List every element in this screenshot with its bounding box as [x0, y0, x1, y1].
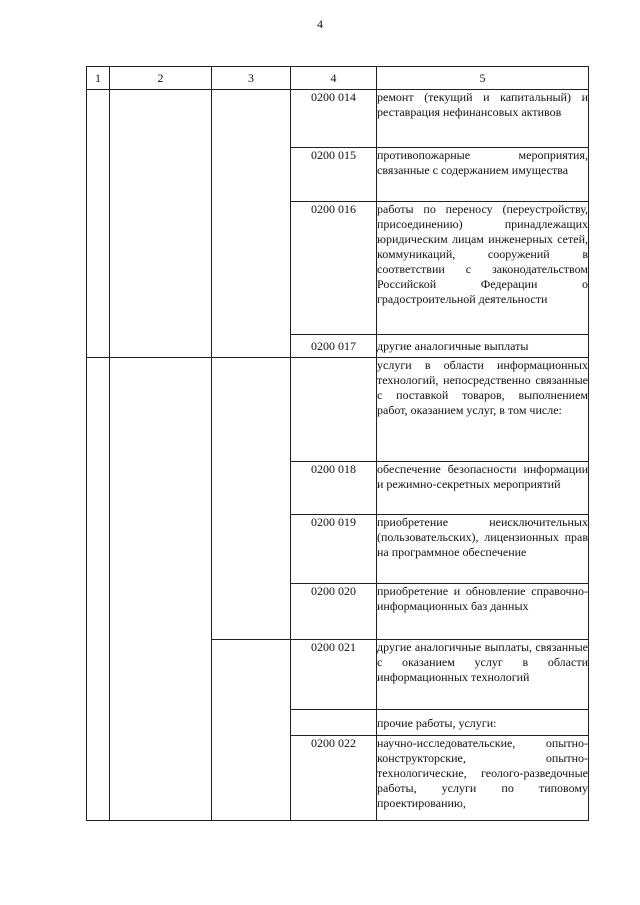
table-row	[87, 90, 589, 148]
row-description: прочие работы, услуги:	[377, 710, 589, 736]
table-row	[87, 358, 589, 462]
header-col-1: 1	[87, 67, 110, 90]
row-description: приобретение неисключительных (пользовательских), лицензионных прав на программное обеспечение	[377, 515, 589, 584]
cell-col-1	[87, 90, 110, 358]
header-col-5: 5	[377, 67, 589, 90]
row-description: услуги в области информационных технологий, непосредственно связанные с поставкой товаров, выполнением работ, оказанием услуг, в том числе:	[377, 358, 589, 462]
row-code: 0200 018	[291, 462, 377, 515]
row-description: другие аналогичные выплаты	[377, 335, 589, 358]
header-col-2: 2	[110, 67, 212, 90]
row-code: 0200 021	[291, 640, 377, 710]
cell-col-3	[212, 358, 291, 640]
row-code: 0200 020	[291, 584, 377, 640]
table-header-row	[87, 67, 589, 90]
row-description: работы по переносу (переустройству, присоединению) принадлежащих юридическим лицам инженерных сетей, коммуникаций, сооружений в соответствии с законодательством Российской Федерации о градостроительной деятельности	[377, 202, 589, 335]
row-code: 0200 015	[291, 148, 377, 202]
budget-classification-table	[86, 66, 589, 821]
cell-col-2	[110, 358, 212, 821]
row-description: научно-исследовательские, опытно-конструкторские, опытно-технологические, геолого-разведочные работы, услуги по типовому проектированию,	[377, 736, 589, 821]
cell-col-2	[110, 90, 212, 358]
row-description: противопожарные мероприятия, связанные с содержанием имущества	[377, 148, 589, 202]
row-description: приобретение и обновление справочно-информационных баз данных	[377, 584, 589, 640]
cell-col-3	[212, 640, 291, 821]
row-description: ремонт (текущий и капитальный) и реставрация нефинансовых активов	[377, 90, 589, 148]
header-col-3: 3	[212, 67, 291, 90]
row-code: 0200 014	[291, 90, 377, 148]
row-code: 0200 017	[291, 335, 377, 358]
row-description: другие аналогичные выплаты, связанные с оказанием услуг в области информационных технологий	[377, 640, 589, 710]
header-col-4: 4	[291, 67, 377, 90]
row-code	[291, 710, 377, 736]
row-code: 0200 019	[291, 515, 377, 584]
row-code: 0200 016	[291, 202, 377, 335]
cell-col-1	[87, 358, 110, 821]
cell-col-3	[212, 90, 291, 358]
row-code: 0200 022	[291, 736, 377, 821]
row-description: обеспечение безопасности информации и режимно-секретных мероприятий	[377, 462, 589, 515]
page-number: 4	[317, 17, 323, 31]
row-code	[291, 358, 377, 462]
